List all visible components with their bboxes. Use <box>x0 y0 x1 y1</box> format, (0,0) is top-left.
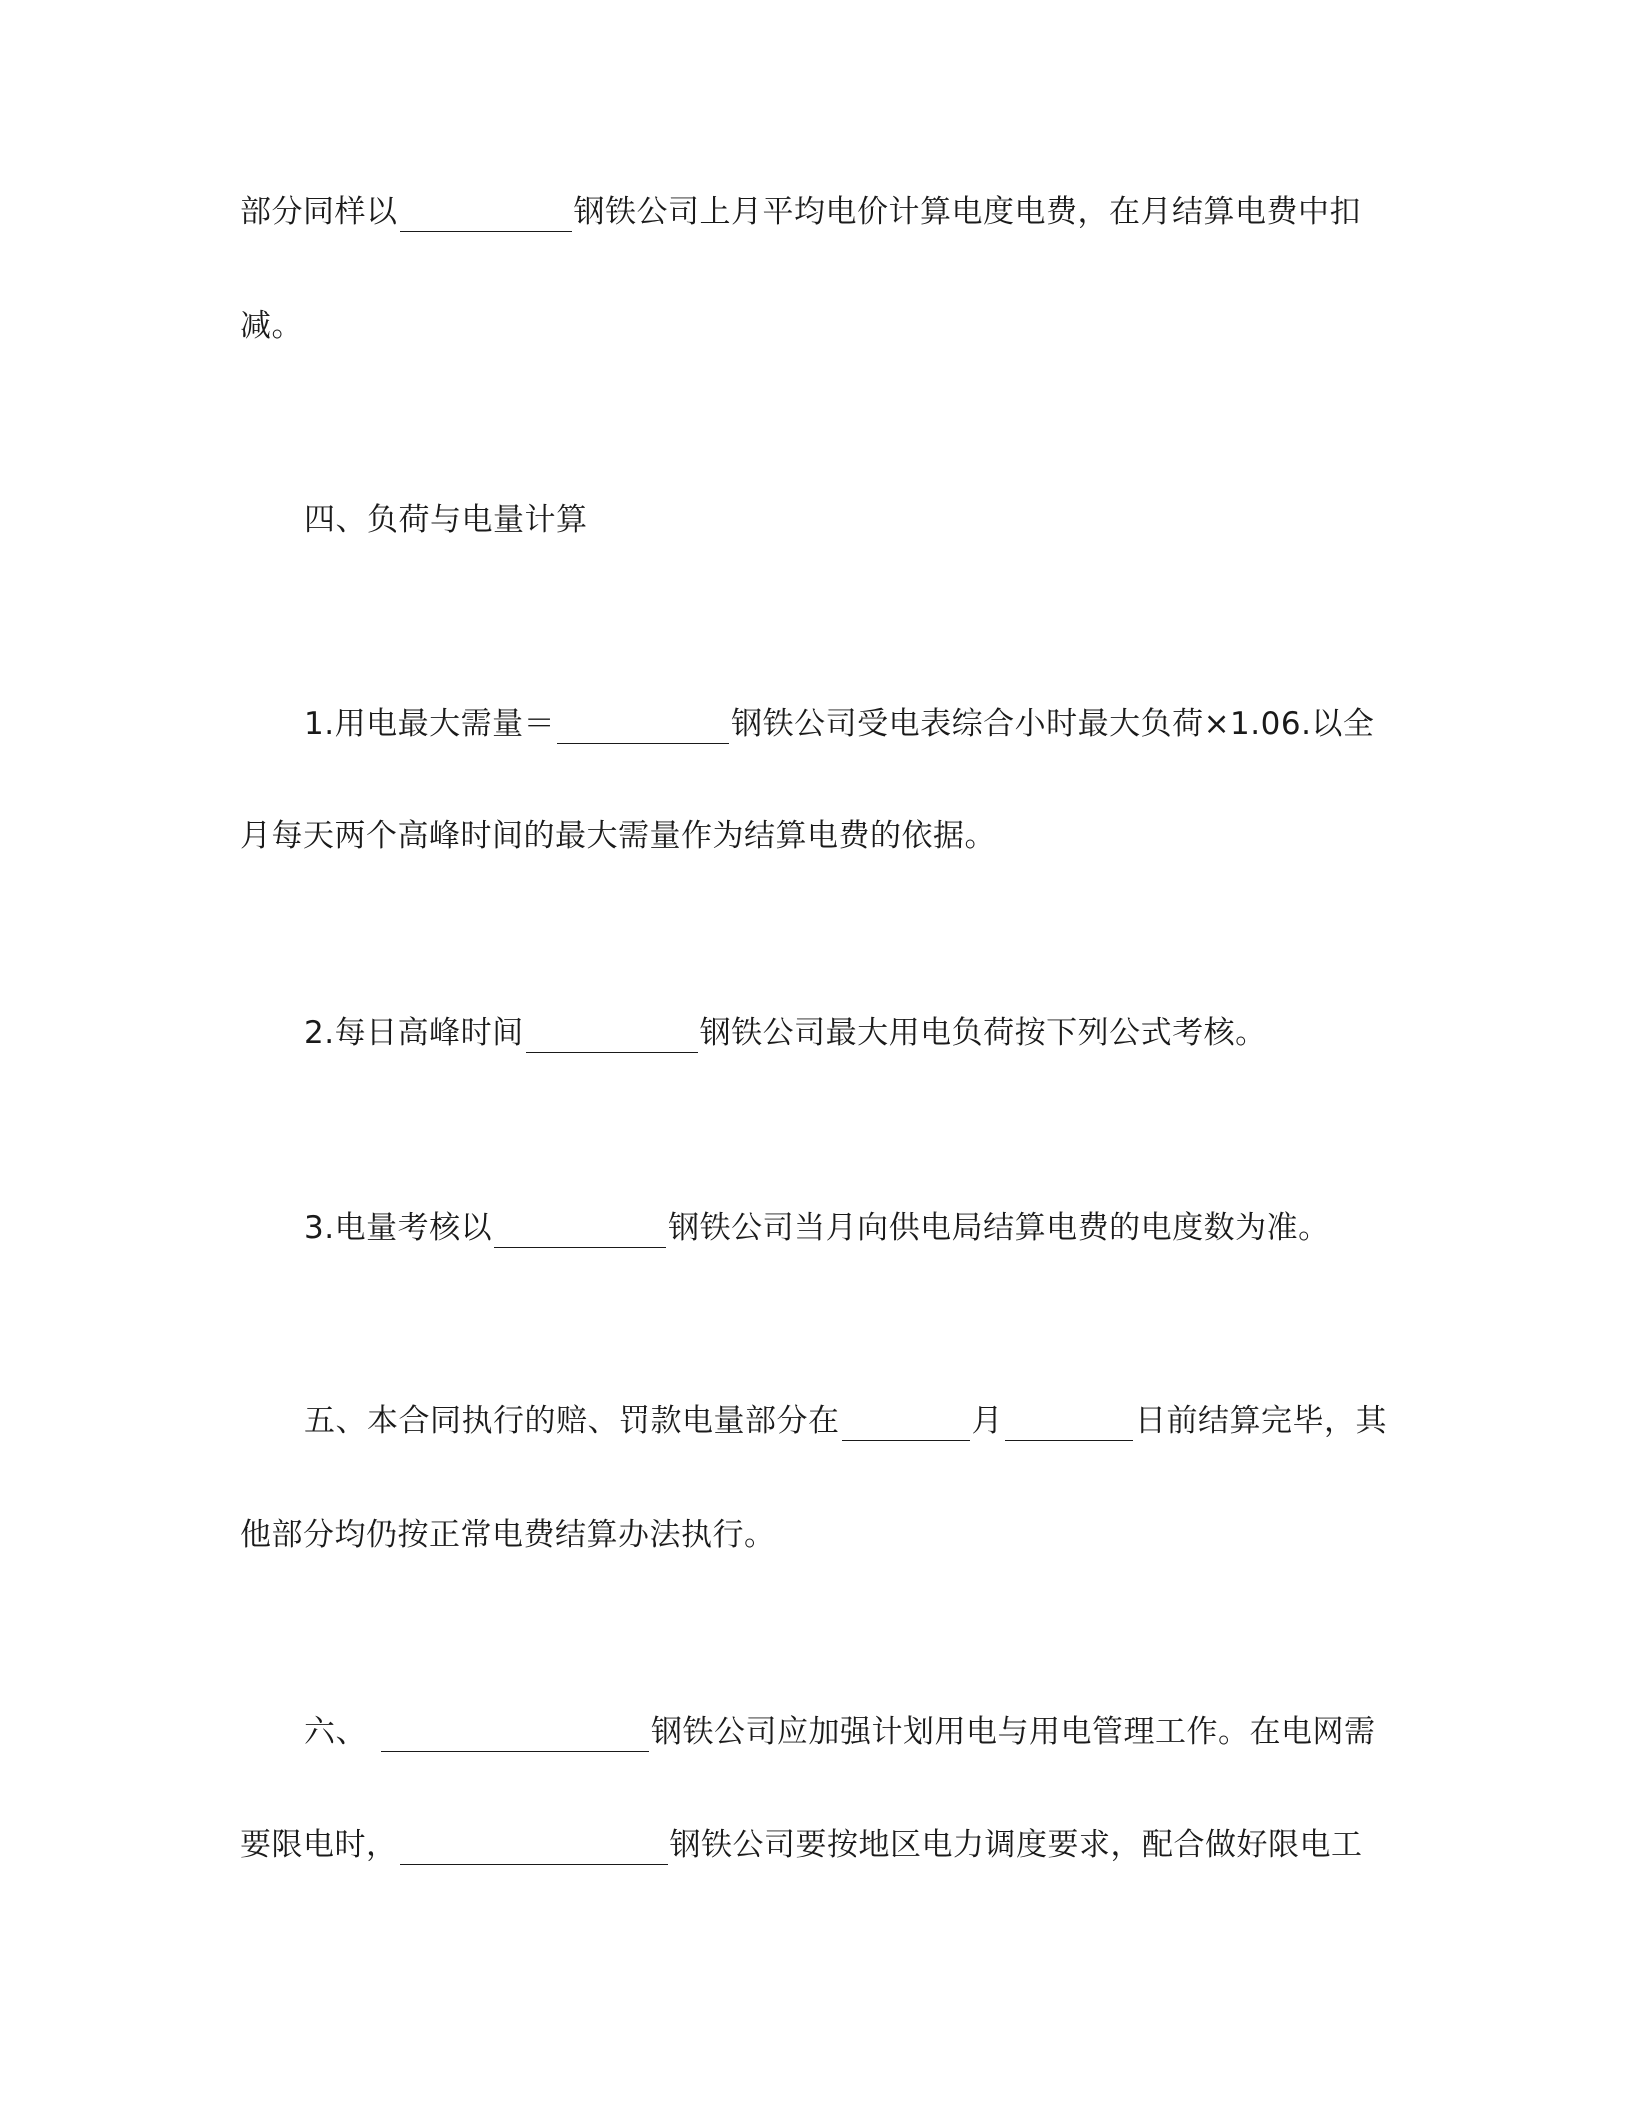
fill-in-blank[interactable] <box>381 1717 649 1752</box>
section-heading-4 <box>304 500 588 540</box>
text-segment: 钢铁公司要按地区电力调度要求，配合做好限电工 <box>669 1827 1363 1863</box>
text-segment: 钢铁公司当月向供电局结算电费的电度数为准。 <box>668 1210 1330 1246</box>
text-segment: 2.每日高峰时间 <box>304 1015 524 1051</box>
text-segment: 钢铁公司最大用电负荷按下列公式考核。 <box>699 1015 1267 1051</box>
text-segment: 月 <box>971 1403 1003 1439</box>
text-segment: 部分同样以 <box>240 194 398 230</box>
text-segment: 钢铁公司上月平均电价计算电度电费，在月结算电费中扣 <box>573 194 1361 230</box>
text-segment: 他部分均仍按正常电费结算办法执行。 <box>240 1517 776 1553</box>
paragraph-line-1 <box>240 192 1361 232</box>
day-blank[interactable] <box>1005 1406 1133 1441</box>
paragraph-line-item-3 <box>304 1208 1330 1248</box>
text-segment: 要限电时， <box>240 1827 398 1863</box>
fill-in-blank[interactable] <box>400 1830 668 1865</box>
text-segment: 月每天两个高峰时间的最大需量作为结算电费的依据。 <box>240 818 996 854</box>
fill-in-blank[interactable] <box>400 197 572 232</box>
paragraph-line-item-2 <box>304 1013 1267 1053</box>
paragraph-line-item-1 <box>304 704 1374 744</box>
month-blank[interactable] <box>842 1406 970 1441</box>
text-segment: 日前结算完毕，其 <box>1135 1403 1387 1439</box>
paragraph-line-2 <box>240 306 303 346</box>
text-segment: 五、本合同执行的赔、罚款电量部分在 <box>304 1403 840 1439</box>
paragraph-line-5-cont <box>240 1515 776 1555</box>
text-segment: 1.用电最大需量＝ <box>304 706 556 742</box>
paragraph-line-item-1-cont <box>240 816 996 856</box>
text-segment: 钢铁公司受电表综合小时最大负荷×1.06.以全 <box>731 706 1375 742</box>
text-segment: 钢铁公司应加强计划用电与用电管理工作。在电网需 <box>651 1714 1376 1750</box>
fill-in-blank[interactable] <box>526 1018 698 1053</box>
section-heading-5 <box>304 1401 1387 1441</box>
section-heading: 四、负荷与电量计算 <box>304 502 588 538</box>
text-segment: 六、 <box>304 1714 367 1750</box>
paragraph-line-6-cont <box>240 1825 1363 1865</box>
fill-in-blank[interactable] <box>494 1213 666 1248</box>
text-segment: 减。 <box>240 308 303 344</box>
text-segment: 3.电量考核以 <box>304 1210 493 1246</box>
fill-in-blank[interactable] <box>557 709 729 744</box>
section-heading-6 <box>304 1712 1376 1752</box>
